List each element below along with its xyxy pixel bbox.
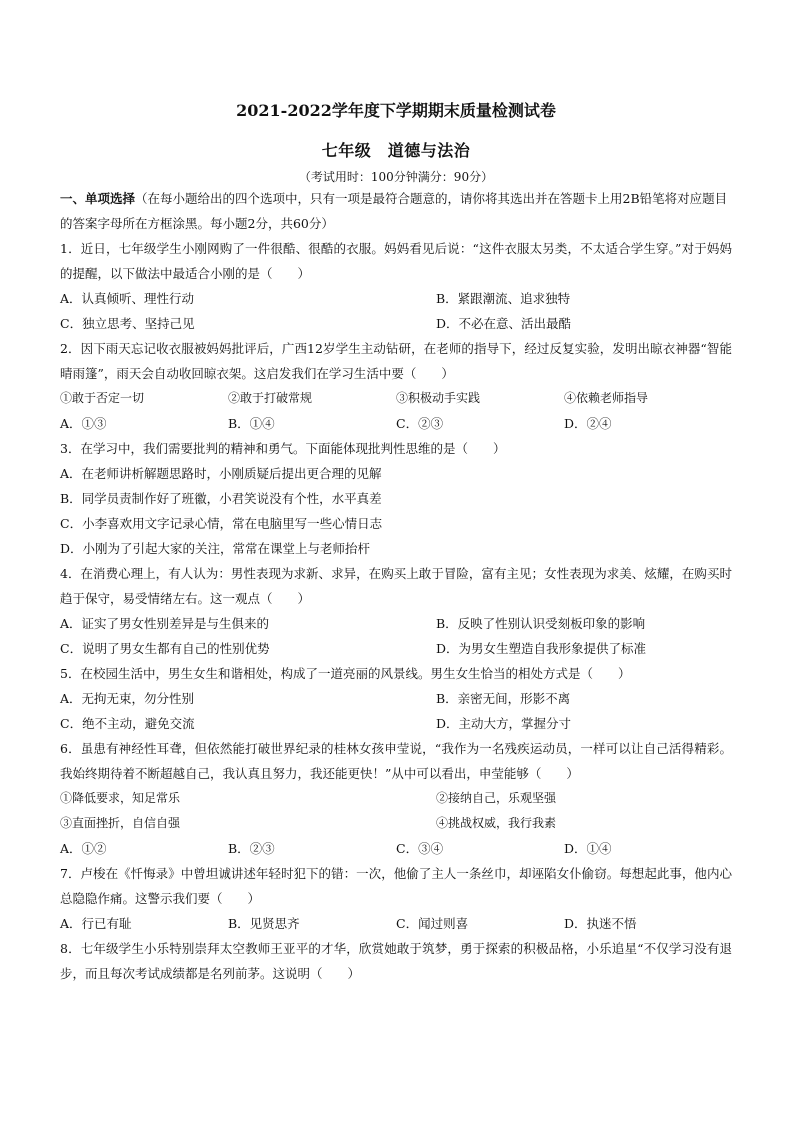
section-heading: 一、单项选择 [60, 191, 136, 206]
question-4 [60, 561, 732, 661]
option-b: B．①④ [228, 416, 275, 431]
question-stem: 6．虽患有神经性耳聋，但依然能打破世界纪录的桂林女孩申莹说，“我作为一名残疾运动员，一样可以让自己活得精彩。我始终期待着不断超越自己，我认真且努力，我还能更快！”从中可以看出，申莹能够（ ） [60, 741, 732, 781]
option-d: D．小刚为了引起大家的关注，常常在课堂上与老师抬杆 [60, 541, 371, 556]
option-d: D．②④ [564, 416, 612, 431]
option-b: B．紧跟潮流、追求独特 [436, 291, 571, 306]
question-stem: 5．在校园生活中，男生女生和谐相处，构成了一道亮丽的风景线。男生女生恰当的相处方式是（ ） [60, 666, 631, 681]
question-stem: 7．卢梭在《忏悔录》中曾坦诚讲述年轻时犯下的错：一次，他偷了主人一条丝巾，却诬陷女仆偷窃。每想起此事，他内心总隐隐作痛。这警示我们要（ ） [60, 866, 732, 906]
option-b: B．反映了性别认识受刻板印象的影响 [436, 616, 646, 631]
option-d: D．执迷不悟 [564, 916, 637, 931]
question-statements [60, 786, 732, 836]
question-options [60, 911, 732, 936]
option-c: C．闻过则喜 [396, 916, 469, 931]
statement-2: ②接纳自己，乐观坚强 [436, 791, 557, 805]
option-d: D．主动大方，掌握分寸 [436, 716, 572, 731]
question-stem: 3．在学习中，我们需要批判的精神和勇气。下面能体现批判性思维的是（ ） [60, 441, 506, 456]
exam-title: 2021-2022学年度下学期期末质量检测试卷 [236, 101, 556, 120]
section-instructions-text: （在每小题给出的四个选项中，只有一项是最符合题意的，请你将其选出并在答题卡上用2B铅笔将对应题目的答案字母所在方框涂黑。每小题2分，共60分） [60, 191, 728, 231]
option-a: A．证实了男女性别差异是与生俱来的 [60, 616, 270, 631]
question-options [60, 286, 732, 336]
option-b: B．②③ [228, 841, 275, 856]
statement-4: ④依赖老师指导 [564, 391, 649, 405]
exam-meta: （考试用时：100分钟满分：90分） [298, 170, 494, 184]
statement-1: ①降低要求，知足常乐 [60, 791, 181, 805]
option-b: B．见贤思齐 [228, 916, 300, 931]
statement-2: ②敢于打破常规 [228, 391, 313, 405]
option-c: C．③④ [396, 841, 444, 856]
option-d: D．不必在意、活出最酷 [436, 316, 572, 331]
exam-subtitle: 七年级 道德与法治 [321, 141, 471, 160]
option-d: D．为男女生塑造自我形象提供了标准 [436, 641, 647, 656]
statement-3: ③积极动手实践 [396, 391, 481, 405]
option-c: C．独立思考、坚持己见 [60, 316, 195, 331]
section-instructions [60, 186, 732, 236]
option-b: B．亲密无间，形影不离 [436, 691, 571, 706]
statement-1: ①敢于否定一切 [60, 391, 145, 405]
option-d: D．①④ [564, 841, 612, 856]
question-2 [60, 336, 732, 436]
question-options [60, 836, 732, 861]
statement-4: ④挑战权威，我行我素 [436, 816, 557, 830]
question-options [60, 686, 732, 736]
question-5 [60, 661, 732, 736]
question-stem: 8．七年级学生小乐特别崇拜太空教师王亚平的才华，欣赏她敢于筑梦，勇于探索的积极品格，小乐追星“不仅学习没有退步，而且每次考试成绩都是名列前茅。这说明（ ） [60, 941, 732, 981]
question-stem: 4．在消费心理上，有人认为：男性表现为求新、求异，在购买上敢于冒险，富有主见；女性表现为求美、炫耀，在购买时趋于保守，易受情绪左右。这一观点（ ） [60, 566, 732, 606]
question-6 [60, 736, 732, 861]
option-c: C．小李喜欢用文字记录心情，常在电脑里写一些心情日志 [60, 516, 383, 531]
question-statements [60, 386, 732, 411]
option-a: A．行已有耻 [60, 916, 132, 931]
option-b: B．同学员责制作好了班徽，小君笑说没有个性，水平真差 [60, 491, 382, 506]
question-3 [60, 436, 732, 561]
question-7 [60, 861, 732, 936]
option-a: A．在老师讲析解题思路时，小刚质疑后提出更合理的见解 [60, 466, 382, 481]
exam-page [60, 100, 732, 986]
statement-3: ③直面挫折，自信自强 [60, 816, 181, 830]
option-a: A．认真倾听、理性行动 [60, 291, 195, 306]
option-a: A．①③ [60, 416, 107, 431]
question-1 [60, 236, 732, 336]
question-options [60, 411, 732, 436]
question-options [60, 611, 732, 661]
option-a: A．①② [60, 841, 107, 856]
option-a: A．无拘无束，勿分性别 [60, 691, 195, 706]
question-stem: 2．因下雨天忘记收衣服被妈妈批评后，广西12岁学生主动钻研，在老师的指导下，经过反复实验，发明出晾衣神器“智能晴雨篷”，雨天会自动收回晾衣架。这启发我们在学习生活中要（ ） [60, 341, 732, 381]
question-8 [60, 936, 732, 986]
option-c: C．绝不主动，避免交流 [60, 716, 195, 731]
option-c: C．②③ [396, 416, 444, 431]
question-stem: 1．近日，七年级学生小刚网购了一件很酷、很酷的衣服。妈妈看见后说：“这件衣服太另类，不太适合学生穿。”对于妈妈的提醒，以下做法中最适合小刚的是（ ） [60, 241, 732, 281]
option-c: C．说明了男女生都有自己的性别优势 [60, 641, 270, 656]
